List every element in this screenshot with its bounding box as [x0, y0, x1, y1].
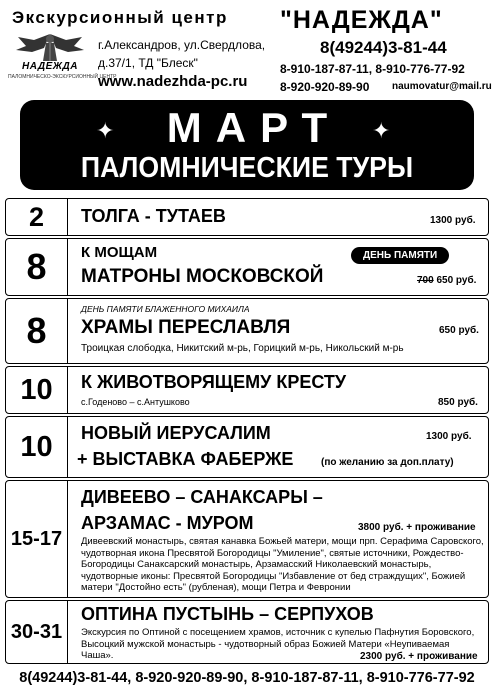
angel-emblem-icon — [8, 30, 92, 64]
logo-word: НАДЕЖДА — [22, 61, 78, 72]
tour-title: К ЖИВОТВОРЯЩЕМУ КРЕСТУ — [81, 372, 347, 392]
tour-price: 850 руб. — [438, 397, 478, 408]
banner-month: МАРТ — [166, 104, 342, 151]
tour-day: 8 — [6, 239, 68, 295]
tour-item — [5, 238, 489, 296]
org-title: Экскурсионный центр — [12, 8, 228, 27]
tour-day: 8 — [6, 299, 68, 363]
memorial-day-badge: ДЕНЬ ПАМЯТИ — [351, 247, 449, 264]
tour-title-line-1: ДИВЕЕВО – САНАКСАРЫ – — [81, 487, 323, 507]
phones-line-1: 8-910-187-87-11, 8-910-776-77-92 — [280, 62, 465, 76]
star-right-icon: ✦ — [372, 118, 391, 143]
tour-title: ОПТИНА ПУСТЫНЬ – СЕРПУХОВ — [81, 604, 374, 624]
tour-title: ХРАМЫ ПЕРЕСЛАВЛЯ — [81, 317, 291, 338]
tour-price: 2300 руб. + проживание — [360, 651, 478, 662]
tour-details: Троицкая слободка, Никитский м-рь, Горицкий м-рь, Никольский м-рь — [81, 343, 404, 354]
tour-item — [5, 600, 489, 664]
tour-day: 15-17 — [6, 481, 68, 597]
old-price: 700 — [417, 275, 434, 286]
address-line-2: д.37/1, ТД "Блеск" — [98, 56, 198, 70]
tour-extra-note: (по желанию за доп.плату) — [321, 457, 454, 468]
tour-price: 1300 руб. — [426, 431, 472, 442]
star-left-icon: ✦ — [96, 118, 115, 143]
org-name: "НАДЕЖДА" — [280, 6, 443, 34]
header — [0, 0, 494, 98]
tour-title-line-2: + ВЫСТАВКА ФАБЕРЖЕ — [77, 449, 294, 469]
tour-title-line-2: АРЗАМАС - МУРОМ — [81, 513, 254, 533]
address-line-1: г.Александров, ул.Свердлова, — [98, 38, 266, 52]
tour-day: 30-31 — [6, 601, 68, 663]
tour-price — [417, 275, 476, 286]
main-phone: 8(49244)3-81-44 — [320, 38, 447, 57]
tour-item — [5, 298, 489, 364]
tour-price: 650 руб. — [439, 325, 479, 336]
new-price: 650 руб. — [436, 275, 477, 286]
tour-description: Экскурсия по Оптиной с посещением храмов, источник с купелью Пафнутия Боровского, Высоцкий мужской монастырь - чудотворный образ Божией Матери «Неупиваемая Чаша». — [81, 627, 475, 661]
website-link[interactable]: www.nadezhda-pc.ru — [98, 73, 248, 90]
tour-title-line-2: МАТРОНЫ МОСКОВСКОЙ — [81, 266, 324, 287]
tour-item — [5, 198, 489, 236]
logo-subtitle: ПАЛОМНИЧЕСКО-ЭКСКУРСИОННЫЙ ЦЕНТР — [8, 74, 117, 80]
tour-title: ТОЛГА - ТУТАЕВ — [81, 206, 226, 226]
tour-details: с.Годеново – с.Антушково — [81, 397, 190, 407]
tour-item — [5, 416, 489, 478]
email-link[interactable]: naumovatur@mail.ru — [392, 81, 492, 92]
logo — [8, 30, 117, 92]
footer-phones: 8(49244)3-81-44, 8-920-920-89-90, 8-910-187-87-11, 8-910-776-77-92 — [19, 670, 475, 686]
month-banner — [20, 100, 474, 190]
tour-title-line-1: К МОЩАМ — [81, 244, 158, 261]
tour-price: 1300 руб. — [430, 215, 476, 226]
phones-line-2: 8-920-920-89-90 — [280, 80, 370, 94]
tour-day: 10 — [6, 367, 68, 413]
tour-price: 3800 руб. + проживание — [358, 522, 476, 533]
tour-day: 2 — [6, 199, 68, 235]
tour-title-line-1: НОВЫЙ ИЕРУСАЛИМ — [81, 423, 271, 443]
tour-day: 10 — [6, 417, 68, 477]
tour-item — [5, 480, 489, 598]
tour-note: ДЕНЬ ПАМЯТИ БЛАЖЕННОГО МИХАИЛА — [81, 304, 250, 314]
tour-description: Дивеевский монастырь, святая канавка Божьей матери, мощи прп. Серафима Саровского, чудотворная икона Пресвятой Богородицы "Умиление", святые источники, Рождество-Богородицы Санаксарский монастырь, Арзамасский Николаевский монастырь, чудотворные иконы: Пресвятой Богородицы "Избавление от бед страждущих", Божией матери "Достойно есть" (рубленая), мощи Петра и Февронии — [81, 536, 484, 593]
tour-item — [5, 366, 489, 414]
banner-subtitle: ПАЛОМНИЧЕСКИЕ ТУРЫ — [80, 152, 414, 184]
